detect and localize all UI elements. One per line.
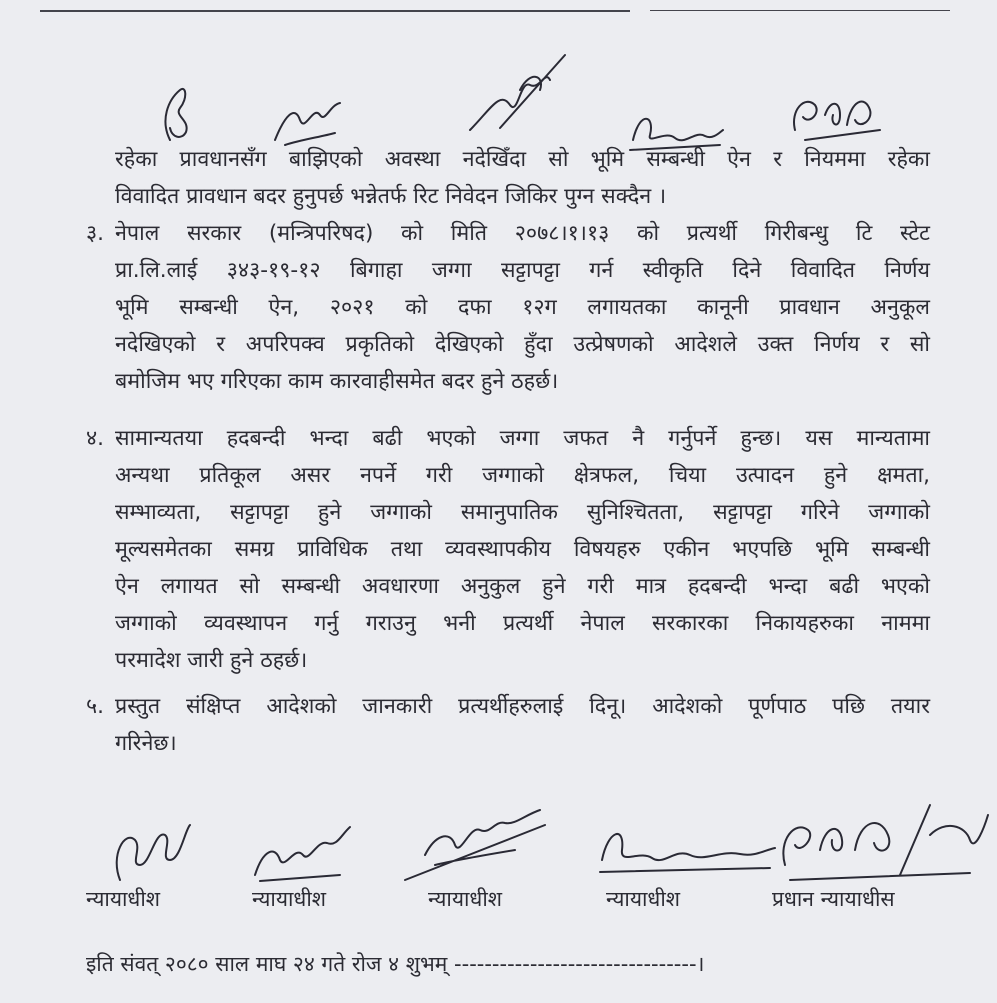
date-footer: इति संवत् २०८० साल माघ २४ गते रोज ४ शुभम् --------------------------------। <box>86 952 705 976</box>
text-line: भूमि सम्बन्धी ऐन, २०२१ को दफा १२ग लगायतका कानूनी प्रावधान अनुकूल <box>115 295 930 320</box>
text-line: नेपाल सरकार (मन्त्रिपरिषद) को मिति २०७८।१।१३ को प्रत्यर्थी गिरीबन्धु टि स्टेट <box>115 221 930 246</box>
text-line: जग्गाको व्यवस्थापन गर्नु गराउनु भनी प्रत्यर्थी नेपाल सरकारका निकायहरुका नाममा <box>115 611 930 636</box>
judge-signature <box>100 810 200 890</box>
text-line: विवादित प्रावधान बदर हुनुपर्छ भन्नेतर्फ रिट निवेदन जिकिर पुग्न सक्दैन । <box>115 184 667 209</box>
text-line: सामान्यतया हदबन्दी भन्दा बढी भएको जग्गा जफत नै गर्नुपर्ने हुन्छ। यस मान्यतामा <box>115 426 930 451</box>
chief-justice-title: प्रधान न्यायाधीस <box>772 887 895 911</box>
initial-signature <box>460 50 570 140</box>
text-line: बमोजिम भए गरिएका काम कारवाहीसमेत बदर हुने ठहर्छ। <box>115 369 559 394</box>
top-rule <box>40 10 630 12</box>
text-line: अन्यथा प्रतिकूल असर नपर्ने गरी जग्गाको क्षेत्रफल, चिया उत्पादन हुने क्षमता, <box>115 463 930 488</box>
judge-signature <box>245 815 355 885</box>
point-number: ४. <box>86 426 105 451</box>
text-line: गरिनेछ। <box>115 731 177 756</box>
text-line: ऐन लगायत सो सम्बन्धी अवधारणा अनुकुल हुने गरी मात्र हदबन्दी भन्दा बढी भएको <box>115 574 930 599</box>
text-line: नदेखिएको र अपरिपक्व प्रकृतिको देखिएको हुँदा उत्प्रेषणको आदेशले उक्त निर्णय र सो <box>115 332 930 357</box>
point-paragraph <box>115 420 930 679</box>
judge-signature <box>395 795 555 890</box>
initial-signature <box>150 80 210 150</box>
point-paragraph <box>115 215 930 400</box>
judge-title: न्यायाधीश <box>252 887 327 911</box>
point-number: ३. <box>86 221 105 246</box>
text-line: रहेका प्रावधानसँग बाझिएको अवस्था नदेखिँदा सो भूमि सम्बन्धी ऐन र नियममा रहेका <box>115 147 930 172</box>
judge-title: न्यायाधीश <box>86 887 161 911</box>
text-line: मूल्यसमेतका समग्र प्राविधिक तथा व्यवस्थापकीय विषयहरु एकीन भएपछि भूमि सम्बन्धी <box>115 537 930 562</box>
chief-justice-signature <box>770 795 990 890</box>
point-paragraph <box>115 688 930 762</box>
judge-title: न्यायाधीश <box>428 887 503 911</box>
judge-title: न्यायाधीश <box>606 887 681 911</box>
top-rule <box>650 10 950 11</box>
judge-signature <box>590 810 780 885</box>
text-line: परमादेश जारी हुने ठहर्छ। <box>115 648 308 673</box>
intro-paragraph <box>115 141 930 215</box>
text-line: प्रा.लि.लाई ३४३-१९-१२ बिगाहा जग्गा सट्टापट्टा गर्न स्वीकृति दिने विवादित निर्णय <box>115 258 930 283</box>
text-line: सम्भाव्यता, सट्टापट्टा हुने जग्गाको समानुपातिक सुनिश्चितता, सट्टापट्टा गरिने जग्गाको <box>115 500 930 525</box>
point-number: ५. <box>86 694 105 719</box>
text-line: प्रस्तुत संक्षिप्त आदेशको जानकारी प्रत्यर्थीहरुलाई दिनू। आदेशको पूर्णपाठ पछि तयार <box>115 694 930 719</box>
